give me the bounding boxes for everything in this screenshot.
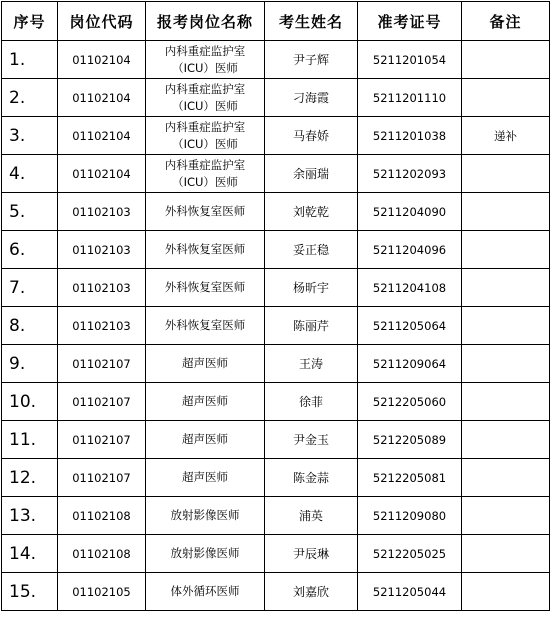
post-name-line1: 内科重症监护室: [164, 43, 246, 58]
row-seq: 13.: [2, 497, 58, 535]
row-exam-number: 5212205025: [358, 535, 462, 573]
row-seq: 7.: [2, 269, 58, 307]
table-row: [2, 345, 550, 383]
row-note: [462, 231, 550, 269]
row-post-code: 01102108: [58, 535, 146, 573]
table-row: [2, 421, 550, 459]
row-post-code: 01102103: [58, 269, 146, 307]
row-post-name: [146, 497, 265, 535]
row-candidate-name: 陈金蒜: [265, 459, 358, 497]
table-row: [2, 383, 550, 421]
row-post-name: [146, 383, 265, 421]
post-name-line1: 内科重症监护室: [164, 81, 246, 96]
row-note: [462, 573, 550, 611]
post-name-line1: 放射影像医师: [170, 546, 240, 560]
post-name-line1: 外科恢复室医师: [164, 280, 246, 294]
row-exam-number: 5211201038: [358, 117, 462, 155]
table-row: [2, 573, 550, 611]
post-name-line1: 超声医师: [182, 356, 228, 370]
row-note: [462, 307, 550, 345]
row-note: [462, 345, 550, 383]
table-row: [2, 535, 550, 573]
row-candidate-name: 徐菲: [265, 383, 358, 421]
post-name-line1: 内科重症监护室: [164, 157, 246, 172]
table-row: [2, 307, 550, 345]
table-row: [2, 231, 550, 269]
row-post-name: [146, 307, 265, 345]
row-note: [462, 269, 550, 307]
post-name-line2: （ICU）医师: [172, 98, 238, 113]
row-post-name: [146, 345, 265, 383]
row-exam-number: 5211202093: [358, 155, 462, 193]
post-name-line1: 放射影像医师: [170, 508, 240, 522]
header-post-name: 报考岗位名称: [146, 2, 265, 41]
row-post-code: 01102103: [58, 193, 146, 231]
row-post-code: 01102103: [58, 307, 146, 345]
row-candidate-name: 浦英: [265, 497, 358, 535]
row-candidate-name: 尹金玉: [265, 421, 358, 459]
row-post-name: [146, 269, 265, 307]
row-post-code: 01102107: [58, 459, 146, 497]
row-candidate-name: 陈丽芹: [265, 307, 358, 345]
row-seq: 3.: [2, 117, 58, 155]
row-post-name: [146, 535, 265, 573]
row-seq: 15.: [2, 573, 58, 611]
post-name-line1: 超声医师: [182, 432, 228, 446]
table-row: [2, 79, 550, 117]
row-seq: 5.: [2, 193, 58, 231]
row-candidate-name: 刁海霞: [265, 79, 358, 117]
row-post-name: [146, 193, 265, 231]
header-candidate-name: 考生姓名: [265, 2, 358, 41]
row-exam-number: 5211205044: [358, 573, 462, 611]
row-seq: 12.: [2, 459, 58, 497]
row-post-code: 01102107: [58, 345, 146, 383]
row-seq: 6.: [2, 231, 58, 269]
row-seq: 2.: [2, 79, 58, 117]
table-row: [2, 459, 550, 497]
row-note: [462, 497, 550, 535]
row-post-code: 01102104: [58, 79, 146, 117]
post-name-line2: （ICU）医师: [172, 174, 238, 189]
row-exam-number: 5211201110: [358, 79, 462, 117]
post-name-line1: 外科恢复室医师: [164, 204, 246, 218]
row-seq: 9.: [2, 345, 58, 383]
row-candidate-name: 尹子辉: [265, 41, 358, 79]
post-name-line1: 内科重症监护室: [164, 119, 246, 134]
row-candidate-name: 余丽瑞: [265, 155, 358, 193]
row-post-name: [146, 41, 265, 79]
table-row: [2, 155, 550, 193]
row-post-name: [146, 117, 265, 155]
row-exam-number: 5212205089: [358, 421, 462, 459]
header-post-code: 岗位代码: [58, 2, 146, 41]
row-post-name: [146, 79, 265, 117]
row-post-name: [146, 421, 265, 459]
row-post-name: [146, 573, 265, 611]
table-row: [2, 117, 550, 155]
row-seq: 10.: [2, 383, 58, 421]
table-row: [2, 497, 550, 535]
header-row: [2, 2, 550, 41]
table-row: [2, 193, 550, 231]
row-exam-number: 5211205064: [358, 307, 462, 345]
row-note: [462, 459, 550, 497]
row-note: [462, 535, 550, 573]
row-post-code: 01102105: [58, 573, 146, 611]
row-candidate-name: 王涛: [265, 345, 358, 383]
row-exam-number: 5211204096: [358, 231, 462, 269]
row-seq: 1.: [2, 41, 58, 79]
row-note: 递补: [462, 117, 550, 155]
row-exam-number: 5211204090: [358, 193, 462, 231]
row-candidate-name: 尹辰琳: [265, 535, 358, 573]
row-candidate-name: 刘乾乾: [265, 193, 358, 231]
row-exam-number: 5212205060: [358, 383, 462, 421]
row-seq: 8.: [2, 307, 58, 345]
post-name-line1: 体外循环医师: [170, 584, 240, 598]
row-post-code: 01102107: [58, 383, 146, 421]
row-post-name: [146, 155, 265, 193]
post-name-line1: 外科恢复室医师: [164, 318, 246, 332]
post-name-line1: 超声医师: [182, 470, 228, 484]
row-note: [462, 193, 550, 231]
candidate-table: [1, 1, 550, 611]
row-candidate-name: 妥正稳: [265, 231, 358, 269]
row-post-code: 01102104: [58, 117, 146, 155]
header-note: 备注: [462, 2, 550, 41]
row-note: [462, 41, 550, 79]
row-post-code: 01102108: [58, 497, 146, 535]
row-post-code: 01102107: [58, 421, 146, 459]
row-note: [462, 155, 550, 193]
post-name-line2: （ICU）医师: [172, 136, 238, 151]
row-exam-number: 5211204108: [358, 269, 462, 307]
row-exam-number: 5211201054: [358, 41, 462, 79]
table-row: [2, 41, 550, 79]
row-post-name: [146, 459, 265, 497]
row-candidate-name: 杨昕宇: [265, 269, 358, 307]
row-exam-number: 5212205081: [358, 459, 462, 497]
row-candidate-name: 马春娇: [265, 117, 358, 155]
row-note: [462, 79, 550, 117]
row-exam-number: 5211209080: [358, 497, 462, 535]
row-seq: 14.: [2, 535, 58, 573]
post-name-line2: （ICU）医师: [172, 60, 238, 75]
table-body: [2, 41, 550, 611]
row-note: [462, 421, 550, 459]
row-post-code: 01102104: [58, 41, 146, 79]
row-exam-number: 5211209064: [358, 345, 462, 383]
post-name-line1: 外科恢复室医师: [164, 242, 246, 256]
header-exam-number: 准考证号: [358, 2, 462, 41]
row-post-name: [146, 231, 265, 269]
row-candidate-name: 刘嘉欣: [265, 573, 358, 611]
row-seq: 11.: [2, 421, 58, 459]
post-name-line1: 超声医师: [182, 394, 228, 408]
header-seq: 序号: [2, 2, 58, 41]
row-post-code: 01102103: [58, 231, 146, 269]
row-note: [462, 383, 550, 421]
row-seq: 4.: [2, 155, 58, 193]
table-row: [2, 269, 550, 307]
row-post-code: 01102104: [58, 155, 146, 193]
